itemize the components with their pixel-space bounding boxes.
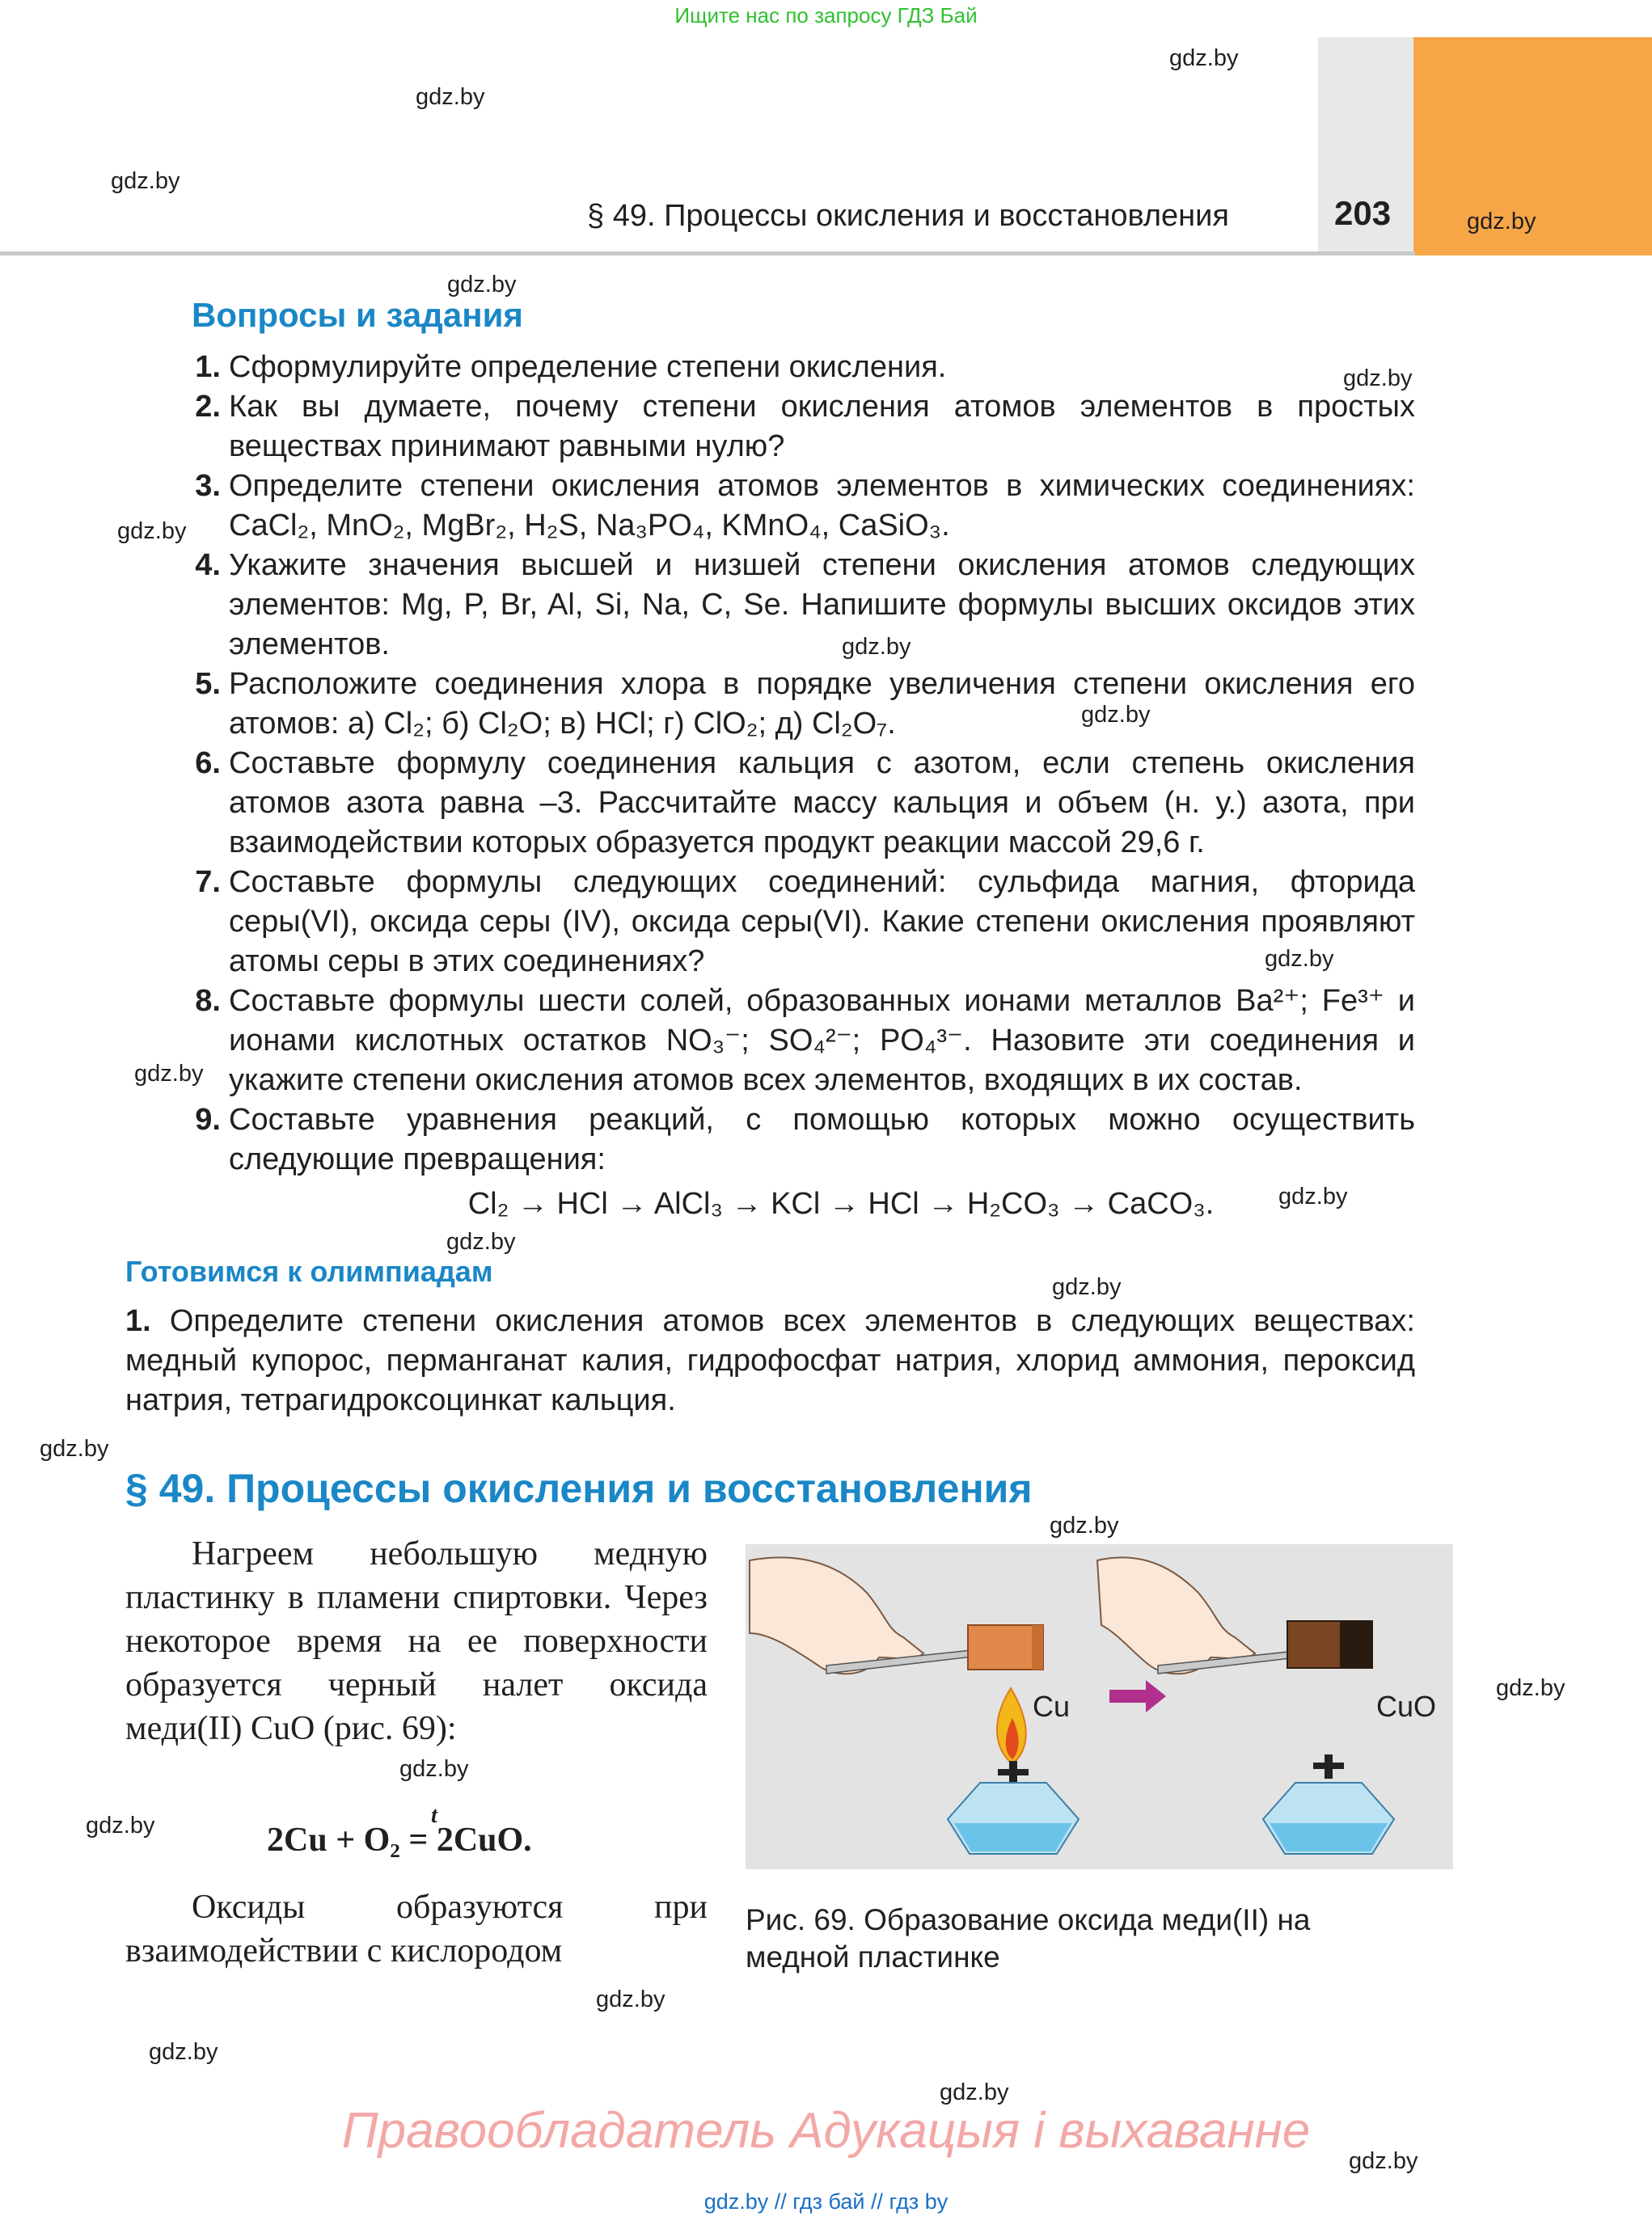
figure-label-cu: Cu (1033, 1690, 1071, 1723)
question-item (186, 982, 1415, 1100)
question-item (186, 348, 1415, 387)
question-text: Определите степени окисления атомов элементов в химических соединениях: CaCl₂, MnO₂, MgBr₂, H₂S, Na₃PO₄, KMnO₄, CaSiO₃. (229, 469, 1415, 543)
watermark: gdz.by (1349, 2148, 1418, 2174)
question-number: 3. (195, 469, 221, 503)
watermark: gdz.by (399, 1756, 469, 1782)
olympiad-task-text: Определите степени окисления атомов всех элементов в следующих веществах: медный купорос, перманганат калия, гидрофосфат натрия, хлорид аммония, пероксид натрия, тетрагидроксоцинкат кальция. (125, 1304, 1415, 1417)
oxidized-plate-dark (1340, 1621, 1372, 1668)
question-text: Составьте формулу соединения кальция с азотом, если степень окисления атомов азота равна –3. Рассчитайте массу кальция и объем (н. у.) азота, при взаимодействии которых образуется продукт реакции массой 29,6 г. (229, 746, 1415, 859)
olympiad-heading: Готовимся к олимпиадам (125, 1255, 493, 1288)
watermark: gdz.by (40, 1436, 109, 1462)
question-text: Составьте уравнения реакций, с помощью которых можно осуществить следующие превращения: (229, 1103, 1415, 1176)
paragraph-text: Оксиды образуются при взаимодействии с кислородом (125, 1889, 708, 1970)
question-item (186, 744, 1415, 863)
copper-plate-edge (1032, 1625, 1043, 1670)
left-hand-icon (750, 1557, 923, 1674)
question-number: 7. (195, 865, 221, 899)
figure-label-cuo: CuO (1376, 1690, 1437, 1723)
watermark: gdz.by (940, 2079, 1009, 2105)
footer-links[interactable]: gdz.by // гдз бай // гдз by (703, 2189, 949, 2214)
question-number: 9. (195, 1103, 221, 1137)
question-number: 2. (195, 390, 221, 424)
watermark: gdz.by (149, 2039, 218, 2065)
question-item (186, 1100, 1415, 1180)
watermark: gdz.by (111, 168, 180, 194)
section-title: § 49. Процессы окисления и восстановления (125, 1466, 1033, 1511)
watermark: gdz.by (86, 1813, 155, 1839)
watermark: gdz.by (447, 272, 517, 298)
questions-heading: Вопросы и задания (192, 296, 523, 334)
section-paragraph-2 (125, 1885, 708, 1973)
watermark: gdz.by (1050, 1513, 1119, 1539)
watermark: gdz.by (1343, 365, 1413, 391)
question-item (186, 863, 1415, 982)
question-item (186, 387, 1415, 467)
right-lamp-liquid (1270, 1823, 1388, 1851)
watermark: gdz.by (134, 1061, 204, 1087)
reaction-condition: t (431, 1803, 437, 1828)
watermark: gdz.by (1052, 1274, 1122, 1300)
question-text: Как вы думаете, почему степени окисления атомов элементов в простых веществах принимают равными нулю? (229, 390, 1415, 463)
figure-caption: Рис. 69. Образование оксида меди(II) на медной пластинке (746, 1903, 1311, 1974)
question-number: 8. (195, 984, 221, 1018)
question-text: Составьте формулы шести солей, образованных ионами металлов Ba²⁺; Fe³⁺ и ионами кислотных остатков NO₃⁻; SO₄²⁻; PO₄³⁻. Назовите эти соединения и укажите степени окисления атомов всех элементов, входящих в их состав. (229, 984, 1415, 1097)
left-lamp-liquid (954, 1823, 1072, 1851)
watermark: gdz.by (596, 1986, 665, 2012)
paragraph-text: Нагреем небольшую медную пластинку в пламени спиртовки. Через некоторое время на ее поверхности образуется черный налет оксида меди(II) CuO (рис. 69): (125, 1535, 708, 1747)
question-number: 1. (195, 350, 221, 384)
question-text: Сформулируйте определение степени окисления. (229, 350, 947, 384)
watermark: gdz.by (1169, 45, 1239, 71)
questions-list (186, 348, 1415, 1224)
reaction-equation (267, 1803, 532, 1860)
question-item (186, 546, 1415, 665)
question-number: 5. (195, 667, 221, 701)
watermark: gdz.by (1081, 702, 1151, 728)
transformation-chain: Cl₂ → HCl → AlCl₃ → KCl → HCl → H₂CO₃ → CaCO₃. (467, 1187, 1215, 1221)
question-text: Составьте формулы следующих соединений: сульфида магния, фторида серы(VI), оксида серы (IV), оксида серы(VI). Какие степени окисления проявляют атомы серы в этих соединениях? (229, 865, 1415, 978)
question-text: Укажите значения высшей и низшей степени окисления атомов следующих элементов: Mg, P, Br, Al, Si, Na, C, Se. Напишите формулы высших оксидов этих элементов. (229, 548, 1415, 661)
question-item (186, 467, 1415, 546)
olympiad-task (125, 1302, 1415, 1421)
watermark: gdz.by (1265, 946, 1334, 972)
watermark: gdz.by (842, 634, 911, 660)
question-number: 6. (195, 746, 221, 780)
figure-69 (746, 1544, 1453, 1869)
section-paragraph (125, 1532, 708, 1750)
reaction-arrow-icon (1109, 1680, 1166, 1712)
watermark: gdz.by (1496, 1675, 1565, 1701)
watermark: gdz.by (446, 1229, 516, 1255)
left-lamp-cap (998, 1769, 1029, 1775)
copyright-notice: Правообладатель Адукацыя і выхаванне (341, 2103, 1311, 2159)
top-banner: Ищите нас по запросу ГДЗ Бай (674, 3, 978, 27)
right-hand-icon (1097, 1557, 1255, 1674)
watermark: gdz.by (1278, 1184, 1348, 1210)
question-item (186, 665, 1415, 744)
header-rule (0, 251, 1415, 255)
right-lamp-cap (1313, 1763, 1344, 1769)
olympiad-task-number: 1. (125, 1304, 151, 1338)
copper-oxidation-illustration (746, 1544, 1453, 1869)
watermark: gdz.by (1467, 209, 1536, 234)
page-number: 203 (1334, 194, 1392, 232)
question-number: 4. (195, 548, 221, 582)
watermark: gdz.by (416, 84, 485, 110)
question-text: Расположите соединения хлора в порядке увеличения степени окисления его атомов: а) Cl₂; б) Cl₂O; в) HCl; г) ClO₂; д) Cl₂O₇. (229, 667, 1415, 741)
running-title: § 49. Процессы окисления и восстановления (587, 199, 1229, 233)
watermark: gdz.by (117, 518, 187, 544)
reaction-text: 2Cu + O₂ = 2CuO. (267, 1822, 532, 1859)
